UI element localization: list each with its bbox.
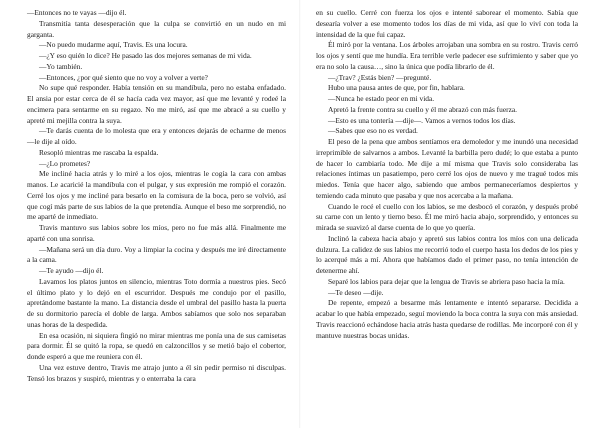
paragraph: —Te darás cuenta de lo molesta que era y entonces dejarás de echarme de menos —le dije al oído. bbox=[27, 126, 286, 146]
paragraph: Apretó la frente contra su cuello y él me abrazó con más fuerza. bbox=[328, 104, 517, 114]
paragraph: —Entonces, ¿por qué siento que no voy a volver a verte? bbox=[39, 72, 208, 82]
paragraph: No supe qué responder. Había tensión en su mandíbula, pero no estaba enfadado. El ansia por estar cerca de él se hacía cada vez mayor, así que me levanté y rodeé la encimera para sentarme en su regazo. No me miró, así que me abracé a su cuello y apreté mi mejilla contra la suya. bbox=[27, 83, 286, 125]
paragraph: Inclinó la cabeza hacia abajo y apretó sus labios contra los míos con una delicada dulzura. La calidez de sus labios me recorrió todo el cuerpo hasta los dedos de los pies y lo acerqué más a mí. Ahora que habíamos dado el primer paso, no tenía intención de detenerme ahí. bbox=[316, 233, 578, 275]
paragraph: —Entonces no te vayas —dijo él. bbox=[27, 8, 127, 17]
paragraph: Resopló mientras me rascaba la espalda. bbox=[39, 147, 159, 157]
paragraph: En esa ocasión, ni siquiera fingió no mirar mientras me ponía una de sus camisetas para dormir. Él se quitó la ropa, se quedó en calzoncillos y se metió bajo el cobertor, donde esperó a que me reuniera con él. bbox=[27, 330, 286, 361]
paragraph: Travis mantuvo sus labios sobre los míos, pero no fue más allá. Finalmente me aparté con una sonrisa. bbox=[27, 223, 286, 243]
paragraph: El peso de la pena que ambos sentíamos era demoledor y me inundó una necesidad irreprimible de salvarnos a ambos. Levanté la barbilla pero dudé; lo que estaba a punto de hacer lo cambiaría todo. Me dije a mí misma que Travis solo consideraba las relaciones íntimas un pasatiempo, pero cerré los ojos de nuevo y me tragué todos mis miedos. Tenía que hacer algo, sabiendo que ambos permaneceríamos despiertos y temiendo cada minuto que pasaba y que nos acercaba a la mañana. bbox=[316, 137, 578, 200]
paragraph: —Sabes que eso no es verdad. bbox=[328, 126, 418, 136]
right-page bbox=[300, 0, 600, 428]
paragraph: Me incliné hacia atrás y lo miré a los ojos, mientras le cogía la cara con ambas manos. Le acaricié la mandíbula con el pulgar, y sus expresión me rompió el corazón. Cerré los ojos y me incliné para besarlo en la comisura de la boca, pero se volvió, así que cogí más parte de sus labios de la que pretendía. Aunque el beso me sorprendió, no me aparté de inmediato. bbox=[27, 169, 286, 222]
paragraph: —Esto es una tontería —dije—. Vamos a vernos todos los días. bbox=[328, 115, 516, 125]
paragraph: —¿Trav? ¿Estás bien? —pregunté. bbox=[328, 72, 432, 82]
paragraph: —Mañana será un día duro. Voy a limpiar la cocina y después me iré directamente a la cama. bbox=[27, 244, 286, 265]
paragraph: Una vez estuve dentro, Travis me atrajo junto a él sin pedir permiso ni disculpas. Tensó los brazos y suspiró, mientras y o enterraba la cara bbox=[27, 362, 286, 383]
page-gutter bbox=[299, 0, 301, 428]
paragraph: Lavamos los platos juntos en silencio, mientras Toto dormía a nuestros pies. Secó el último plato y lo dejó en el escurridor. Después me condujo por el pasillo, apretándome bastante la mano. La distancia desde el umbral del pasillo hasta la puerta de su dormitorio parecía el doble de larga. Ambos sabíamos que solo nos separaban unas horas de la despedida. bbox=[27, 276, 286, 329]
paragraph: Él miró por la ventana. Los árboles arrojaban una sombra en su rostro. Travis cerró los ojos y sentí que me hundía. Era terrible verle padecer ese sufrimiento y saber que yo era no solo la causa…, sino la única que podía librarlo de él. bbox=[316, 40, 578, 71]
paragraph: —Yo también. bbox=[39, 61, 83, 71]
paragraph: —Te deseo —dije. bbox=[328, 287, 384, 297]
paragraph: Transmitía tanta desesperación que la culpa se convirtió en un nudo en mi garganta. bbox=[27, 18, 286, 39]
paragraph: Cuando le rocé el cuello con los labios, se me desbocó el corazón, y después probé su carne con un lento y tierno beso. Él me miró hacia abajo, sorprendido, y entonces su mirada se suavizó al darse cuenta de lo que yo quería. bbox=[316, 201, 578, 232]
paragraph: De repente, empezó a besarme más lentamente e intentó separarse. Decidida a acabar lo que había empezado, seguí moviendo la boca contra la suya con más ansiedad. Travis reaccionó echándose hacia atrás hasta quedarse de rodillas. Me incorporé con él y mantuve nuestras bocas unidas. bbox=[316, 298, 578, 340]
paragraph: —¿Y eso quién lo dice? He pasado las dos mejores semanas de mi vida. bbox=[39, 51, 252, 60]
paragraph: en su cuello. Cerré con fuerza los ojos e intenté saborear el momento. Sabía que desearía volver a ese momento todos los días de mi vida, así que lo viví con toda la intensidad de la que fui capaz. bbox=[316, 8, 578, 39]
paragraph: Separé los labios para dejar que la lengua de Travis se abriera paso hacia la mía. bbox=[328, 276, 565, 286]
paragraph: —Nunca he estado peor en mi vida. bbox=[328, 94, 435, 103]
paragraph: —¿Lo prometes? bbox=[39, 158, 91, 168]
paragraph: —No puedo mudarme aquí, Travis. Es una locura. bbox=[39, 40, 188, 50]
paragraph: —Te ayudo —dijo él. bbox=[39, 266, 104, 275]
paragraph: Hubo una pausa antes de que, por fin, hablara. bbox=[328, 83, 465, 93]
